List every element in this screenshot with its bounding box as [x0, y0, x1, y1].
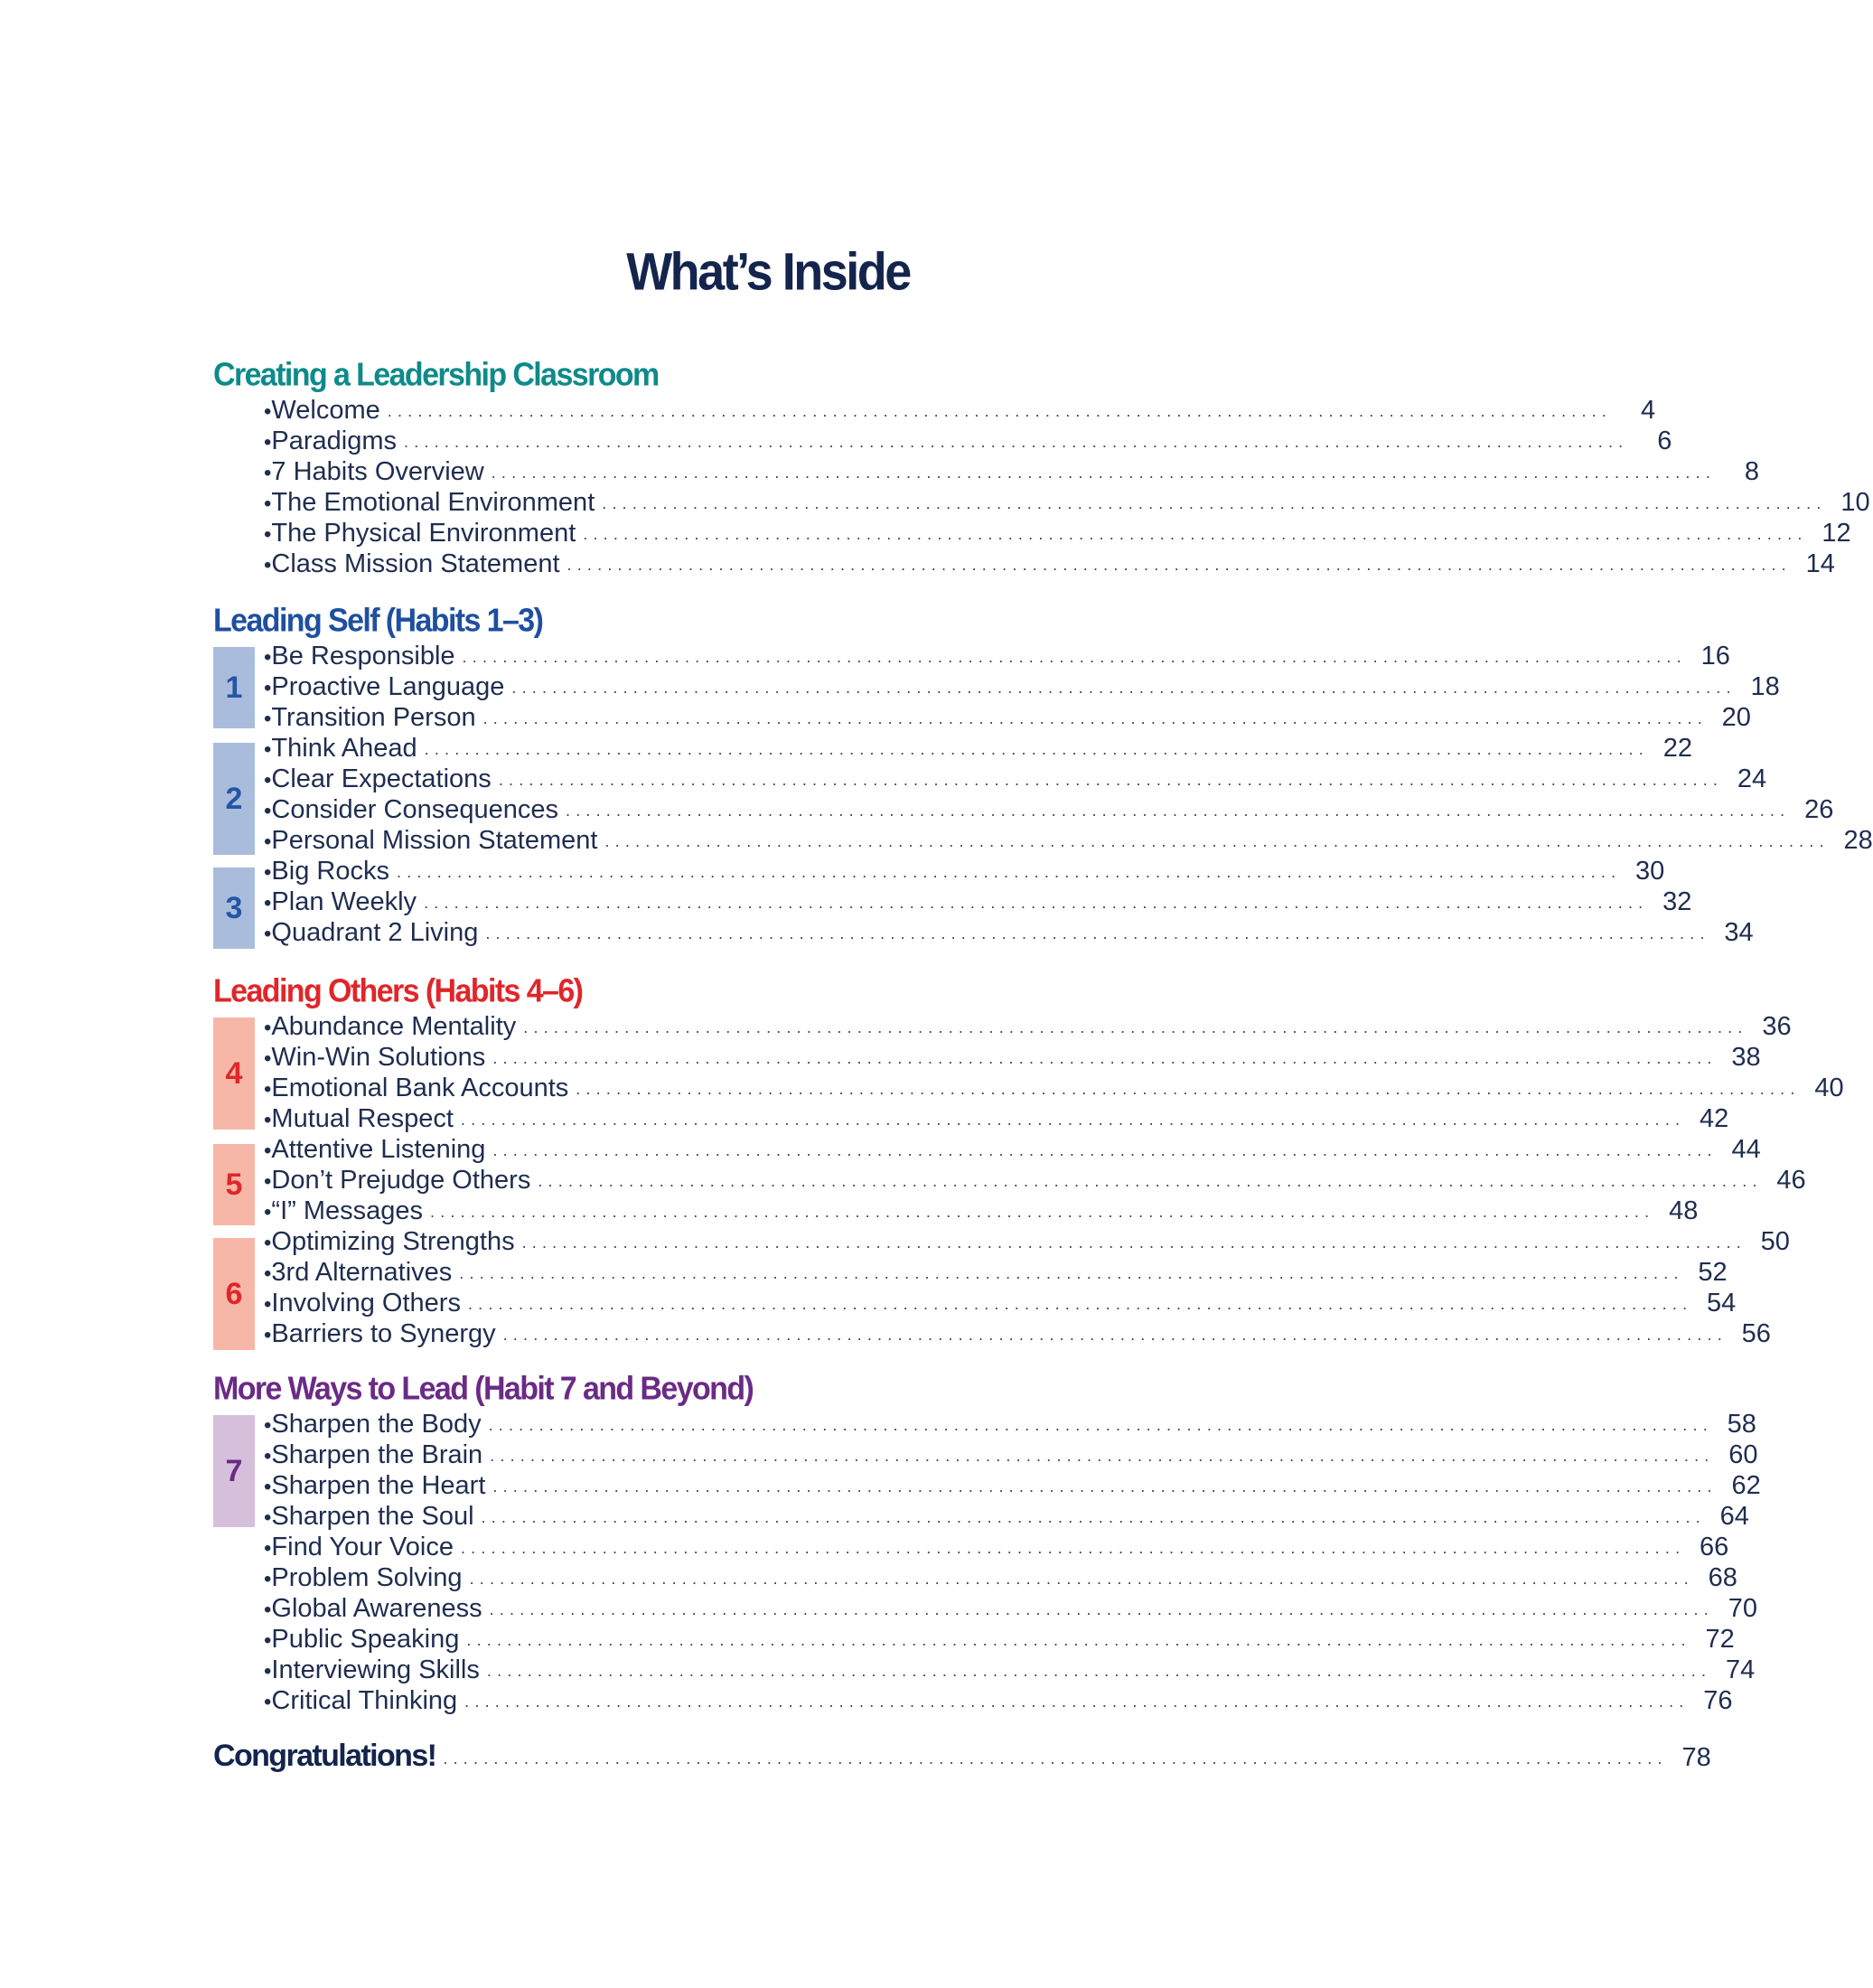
bullet-icon: •: [264, 1077, 272, 1102]
dot-leader: .........................................................................................................................: [492, 1141, 1718, 1159]
entry-label: Don’t Prejudge Others: [271, 1166, 531, 1195]
entry-label: Big Rocks: [271, 857, 389, 886]
entry-page-number: 14: [1805, 549, 1835, 578]
dot-leader: .........................................................................................................................: [460, 1111, 1686, 1129]
entry-label: Problem Solving: [271, 1563, 463, 1592]
entry-page-number: 4: [1640, 396, 1656, 425]
entry-label: Sharpen the Body: [271, 1410, 482, 1439]
entry-label: Win-Win Solutions: [271, 1043, 486, 1072]
bullet-icon: •: [264, 707, 272, 731]
toc-entry[interactable]: [264, 1166, 1806, 1196]
bullet-icon: •: [264, 1598, 272, 1622]
entry-page-number: 76: [1703, 1686, 1733, 1715]
habit-badge-3: 3: [213, 867, 255, 949]
dot-leader: .........................................................................................................................: [486, 1662, 1712, 1680]
bullet-icon: •: [264, 645, 272, 670]
dot-leader: .........................................................................................................................: [576, 1080, 1801, 1098]
entry-page-number: 24: [1737, 764, 1767, 793]
entry-label: Paradigms: [271, 427, 398, 455]
toc-entry[interactable]: [264, 1655, 1756, 1686]
entry-page-number: 46: [1776, 1166, 1806, 1195]
dot-leader: .........................................................................................................................: [498, 771, 1724, 789]
entry-label: “I” Messages: [271, 1196, 424, 1225]
habit-badge-4: 4: [213, 1017, 255, 1130]
entry-label: Consider Consequences: [271, 795, 558, 824]
bullet-icon: •: [264, 1505, 272, 1530]
dot-leader: .........................................................................................................................: [489, 1600, 1714, 1618]
section-heading-self: Leading Self (Habits 1–3): [213, 603, 543, 639]
entry-page-number: 48: [1669, 1196, 1699, 1225]
entry-page-number: 12: [1821, 519, 1851, 548]
dot-leader: .........................................................................................................................: [459, 1264, 1684, 1282]
entry-label: Sharpen the Soul: [271, 1502, 474, 1531]
habit-badge-1: 1: [213, 647, 255, 728]
toc-entry[interactable]: [264, 1319, 1771, 1350]
toc-entry[interactable]: [264, 1043, 1761, 1074]
dot-leader: .........................................................................................................................: [482, 709, 1708, 727]
dot-leader: .........................................................................................................................: [491, 464, 1717, 482]
habit-badge-2: 2: [213, 743, 255, 855]
entry-page-number: 38: [1731, 1043, 1761, 1072]
entry-label: Mutual Respect: [271, 1104, 454, 1133]
entry-label: Welcome: [271, 396, 380, 425]
bullet-icon: •: [264, 1536, 272, 1561]
entry-page-number: 72: [1705, 1625, 1735, 1654]
dot-leader: .........................................................................................................................: [460, 1539, 1686, 1557]
congratulations-heading: Congratulations!: [213, 1739, 436, 1773]
toc-entry[interactable]: [264, 1625, 1735, 1655]
entry-page-number: 26: [1804, 795, 1834, 824]
dot-leader: .........................................................................................................................: [467, 1295, 1693, 1313]
bullet-icon: •: [264, 399, 272, 424]
toc-entry[interactable]: [264, 1533, 1729, 1563]
bullet-icon: •: [264, 860, 272, 885]
entry-label: 7 Habits Overview: [271, 457, 484, 486]
bullet-icon: •: [264, 1139, 272, 1163]
entry-page-number: 18: [1750, 672, 1780, 701]
section-heading-creating: Creating a Leadership Classroom: [213, 357, 659, 393]
toc-entry[interactable]: [264, 857, 1665, 887]
bullet-icon: •: [264, 1169, 272, 1194]
page-title: What’s Inside: [626, 242, 910, 302]
toc-entry[interactable]: [264, 703, 1751, 734]
toc-entry[interactable]: [264, 1258, 1728, 1289]
bullet-icon: •: [264, 1261, 272, 1286]
entry-page-number: 20: [1721, 703, 1751, 732]
dot-leader: .........................................................................................................................: [443, 1749, 1668, 1768]
bullet-icon: •: [264, 1444, 272, 1468]
dot-leader: .........................................................................................................................: [523, 1018, 1748, 1036]
entry-page-number: 52: [1698, 1258, 1728, 1287]
habit-badge-5: 5: [213, 1144, 255, 1225]
toc-entry[interactable]: [264, 1502, 1749, 1533]
entry-page-number: 68: [1708, 1563, 1737, 1592]
entry-page-number: 56: [1741, 1319, 1771, 1348]
dot-leader: .........................................................................................................................: [404, 433, 1629, 451]
entry-page-number: 62: [1731, 1471, 1761, 1500]
bullet-icon: •: [264, 676, 272, 700]
bullet-icon: •: [264, 891, 272, 915]
toc-entry[interactable]: [264, 1686, 1733, 1717]
bullet-icon: •: [264, 553, 272, 577]
entry-page-number: 66: [1700, 1533, 1729, 1561]
dot-leader: .........................................................................................................................: [602, 494, 1827, 512]
entry-label: Emotional Bank Accounts: [271, 1074, 569, 1102]
dot-leader: .........................................................................................................................: [583, 525, 1808, 543]
entry-page-number: 50: [1760, 1227, 1790, 1256]
entry-label: Abundance Mentality: [271, 1012, 517, 1041]
entry-label: Global Awareness: [271, 1594, 482, 1623]
entry-page-number: 70: [1728, 1594, 1757, 1623]
bullet-icon: •: [264, 1690, 272, 1714]
entry-label: The Emotional Environment: [271, 488, 595, 517]
bullet-icon: •: [264, 1046, 272, 1071]
toc-entry[interactable]: [264, 826, 1873, 857]
toc-entry[interactable]: [264, 457, 1760, 488]
toc-entry[interactable]: [264, 1074, 1844, 1104]
entry-label: Transition Person: [271, 703, 476, 732]
entry-label: Interviewing Skills: [271, 1655, 480, 1684]
bullet-icon: •: [264, 1659, 272, 1683]
toc-entry[interactable]: [264, 1410, 1756, 1440]
dot-leader: .........................................................................................................................: [469, 1570, 1694, 1588]
toc-entry[interactable]: [264, 1594, 1757, 1625]
entry-label: Class Mission Statement: [271, 549, 560, 578]
toc-entry[interactable]: [264, 1471, 1761, 1502]
entry-page-number: 36: [1762, 1012, 1792, 1041]
bullet-icon: •: [264, 922, 272, 946]
entry-page-number: 64: [1719, 1502, 1749, 1531]
toc-entry[interactable]: [264, 519, 1851, 549]
entry-page-number: 54: [1707, 1289, 1737, 1318]
toc-entry[interactable]: [264, 1563, 1737, 1594]
dot-leader: .........................................................................................................................: [567, 556, 1792, 574]
dot-leader: .........................................................................................................................: [488, 1416, 1713, 1434]
entry-label: Be Responsible: [271, 642, 455, 670]
toc-entry[interactable]: [264, 1440, 1758, 1471]
toc-entry[interactable]: [264, 427, 1672, 457]
bullet-icon: •: [264, 1231, 272, 1255]
entry-page-number: 30: [1635, 857, 1665, 886]
entry-page-number: 74: [1725, 1655, 1756, 1684]
bullet-icon: •: [264, 492, 272, 516]
bullet-icon: •: [264, 768, 272, 792]
entry-page-number: 42: [1699, 1104, 1729, 1133]
toc-entry[interactable]: [264, 1196, 1699, 1227]
dot-leader: .........................................................................................................................: [502, 1326, 1728, 1344]
dot-leader: .........................................................................................................................: [424, 740, 1649, 758]
bullet-icon: •: [264, 1413, 272, 1438]
toc-entry[interactable]: [264, 1227, 1790, 1258]
entry-label: Involving Others: [271, 1289, 461, 1318]
dot-leader: .........................................................................................................................: [424, 894, 1649, 912]
bullet-icon: •: [264, 430, 272, 455]
toc-entry[interactable]: [264, 764, 1767, 795]
bullet-icon: •: [264, 522, 272, 547]
toc-entry[interactable]: [264, 672, 1780, 703]
entry-label: Attentive Listening: [271, 1135, 486, 1164]
bullet-icon: •: [264, 1292, 272, 1317]
entry-label: Sharpen the Heart: [271, 1471, 486, 1500]
entry-label: Quadrant 2 Living: [271, 918, 479, 947]
dot-leader: .........................................................................................................................: [604, 832, 1830, 850]
entry-page-number: 60: [1728, 1440, 1758, 1469]
toc-entry-congratulations[interactable]: [213, 1739, 1711, 1778]
entry-label: Public Speaking: [271, 1625, 460, 1654]
dot-leader: .........................................................................................................................: [511, 679, 1737, 697]
entry-label: 3rd Alternatives: [271, 1258, 453, 1287]
toc-entry[interactable]: [264, 488, 1870, 519]
entry-label: Critical Thinking: [271, 1686, 458, 1715]
toc-entry[interactable]: [264, 887, 1692, 918]
bullet-icon: •: [264, 461, 272, 485]
dot-leader: .........................................................................................................................: [492, 1049, 1718, 1067]
entry-label: Personal Mission Statement: [271, 826, 598, 855]
dot-leader: .........................................................................................................................: [485, 924, 1710, 942]
dot-leader: .........................................................................................................................: [466, 1631, 1691, 1649]
toc-entry[interactable]: [264, 549, 1835, 580]
bullet-icon: •: [264, 1628, 272, 1653]
entry-label: Proactive Language: [271, 672, 505, 701]
entry-label: Sharpen the Brain: [271, 1440, 483, 1469]
entry-page-number: 78: [1681, 1743, 1711, 1772]
entry-page-number: 16: [1700, 642, 1730, 670]
entry-label: Think Ahead: [271, 734, 417, 763]
entry-label: Barriers to Synergy: [271, 1319, 496, 1348]
dot-leader: .........................................................................................................................: [430, 1203, 1655, 1221]
bullet-icon: •: [264, 1200, 272, 1224]
toc-entry[interactable]: [264, 1104, 1729, 1135]
entry-label: Plan Weekly: [271, 887, 417, 916]
dot-leader: .........................................................................................................................: [462, 648, 1687, 666]
dot-leader: .........................................................................................................................: [566, 802, 1791, 820]
bullet-icon: •: [264, 1016, 272, 1040]
dot-leader: .........................................................................................................................: [490, 1447, 1715, 1465]
dot-leader: .........................................................................................................................: [481, 1508, 1706, 1526]
dot-leader: .........................................................................................................................: [492, 1477, 1718, 1496]
entry-page-number: 28: [1843, 826, 1873, 855]
section-heading-more: More Ways to Lead (Habit 7 and Beyond): [213, 1371, 754, 1407]
dot-leader: .........................................................................................................................: [521, 1233, 1747, 1252]
entry-label: Clear Expectations: [271, 764, 492, 793]
toc-entry[interactable]: [264, 918, 1754, 949]
bullet-icon: •: [264, 1108, 272, 1132]
entry-page-number: 22: [1662, 734, 1692, 763]
toc-entry[interactable]: [264, 1289, 1737, 1319]
entry-page-number: 40: [1814, 1074, 1844, 1102]
dot-leader: .........................................................................................................................: [387, 402, 1613, 420]
bullet-icon: •: [264, 1323, 272, 1347]
toc-entry[interactable]: [264, 642, 1730, 672]
entry-label: The Physical Environment: [271, 519, 576, 548]
entry-page-number: 6: [1657, 427, 1672, 455]
bullet-icon: •: [264, 799, 272, 823]
bullet-icon: •: [264, 830, 272, 854]
dot-leader: .........................................................................................................................: [464, 1693, 1690, 1711]
bullet-icon: •: [264, 737, 272, 762]
dot-leader: .........................................................................................................................: [538, 1172, 1763, 1190]
section-heading-others: Leading Others (Habits 4–6): [213, 973, 583, 1009]
habit-badge-7: 7: [213, 1415, 255, 1527]
toc-entry[interactable]: [264, 1135, 1761, 1166]
entry-page-number: 32: [1662, 887, 1692, 916]
habit-badge-6: 6: [213, 1238, 255, 1350]
entry-page-number: 8: [1744, 457, 1760, 486]
entry-page-number: 58: [1727, 1410, 1756, 1439]
bullet-icon: •: [264, 1475, 272, 1499]
entry-label: Optimizing Strengths: [271, 1227, 515, 1256]
bullet-icon: •: [264, 1567, 272, 1591]
toc-entry[interactable]: [264, 795, 1834, 826]
toc-entry[interactable]: [264, 1012, 1792, 1043]
toc-entry[interactable]: [264, 734, 1692, 764]
entry-page-number: 10: [1840, 488, 1870, 517]
entry-page-number: 44: [1731, 1135, 1761, 1164]
entry-page-number: 34: [1724, 918, 1754, 947]
dot-leader: .........................................................................................................................: [396, 863, 1622, 881]
entry-label: Find Your Voice: [271, 1533, 454, 1561]
toc-entry[interactable]: [264, 396, 1656, 427]
